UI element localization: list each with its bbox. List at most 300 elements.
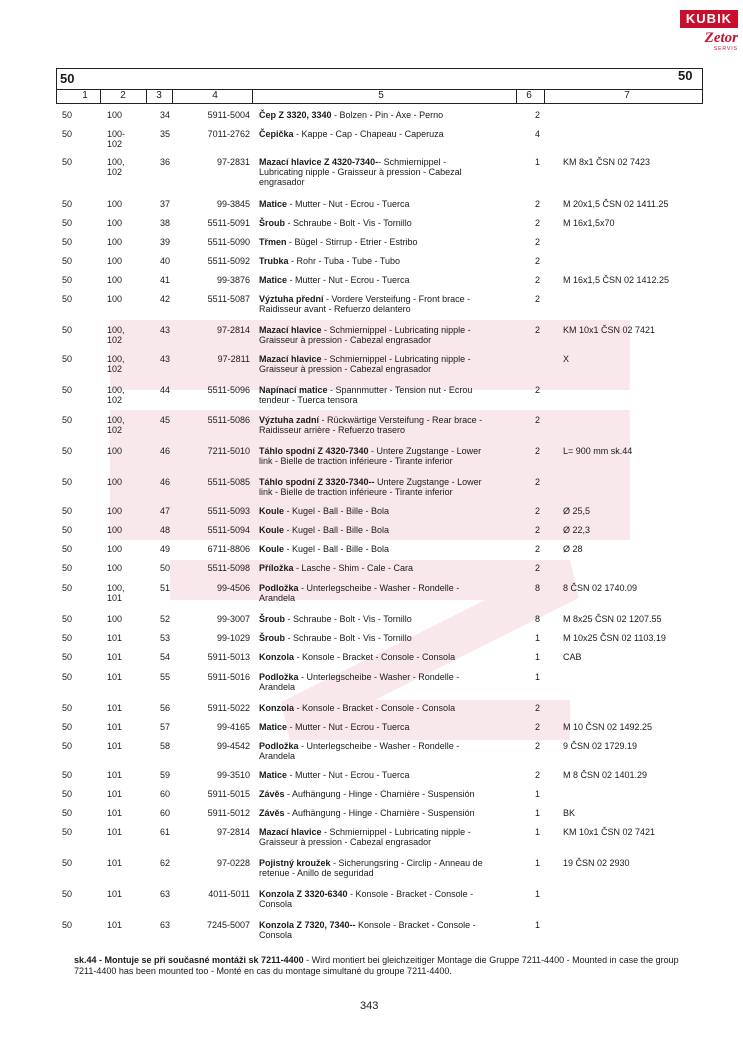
- cell-subgroup: 100, 102: [107, 415, 125, 435]
- cell-quantity: 1: [535, 889, 541, 899]
- cell-subgroup: 100: [107, 525, 123, 535]
- cell-quantity: 2: [535, 218, 541, 228]
- cell-group: 50: [62, 614, 73, 624]
- cell-position: 53: [160, 633, 171, 643]
- cell-group: 50: [62, 544, 73, 554]
- part-translations: - Schraube - Bolt - Vis - Tornillo: [285, 633, 412, 643]
- part-name: Konzola Z 7320, 7340--: [259, 920, 356, 930]
- cell-subgroup: 101: [107, 827, 123, 837]
- logo-brand: KUBIK: [680, 10, 738, 28]
- part-name: Podložka: [259, 583, 299, 593]
- cell-subgroup: 101: [107, 722, 123, 732]
- cell-group: 50: [62, 770, 73, 780]
- part-name: Šroub: [259, 633, 285, 643]
- cell-note: Ø 28: [563, 544, 583, 554]
- cell-group: 50: [62, 889, 73, 899]
- part-translations: - Mutter - Nut - Ecrou - Tuerca: [287, 199, 410, 209]
- cell-quantity: 8: [535, 614, 541, 624]
- cell-subgroup: 100: [107, 614, 123, 624]
- cell-subgroup: 101: [107, 920, 123, 930]
- cell-position: 54: [160, 652, 171, 662]
- part-translations: - Aufhängung - Hinge - Charnière - Suspensión: [284, 789, 475, 799]
- cell-part-number: 7011-2762: [207, 129, 250, 139]
- cell-quantity: 1: [535, 789, 541, 799]
- cell-subgroup: 100: [107, 199, 123, 209]
- cell-position: 63: [160, 889, 171, 899]
- cell-position: 51: [160, 583, 171, 593]
- cell-quantity: 1: [535, 652, 541, 662]
- part-translations: - Kappe - Cap - Chapeau - Caperuza: [293, 129, 444, 139]
- part-translations: - Vordere Versteifung - Front brace - Raidisseur avant - Refuerzo delantero: [259, 294, 471, 314]
- cell-quantity: 1: [535, 157, 541, 167]
- cell-quantity: 4: [535, 129, 541, 139]
- col-header-3: 3: [156, 90, 162, 101]
- cell-part-number: 97-2814: [216, 325, 250, 335]
- cell-group: 50: [62, 633, 73, 643]
- cell-description: [259, 294, 519, 314]
- cell-quantity: 1: [535, 858, 541, 868]
- cell-quantity: 2: [535, 563, 541, 573]
- cell-part-number: 5911-5004: [207, 110, 250, 120]
- cell-description: [259, 446, 519, 466]
- cell-description: [259, 614, 519, 624]
- cell-part-number: 7245-5007: [206, 920, 250, 930]
- part-name: Třmen: [259, 237, 287, 247]
- part-translations: - Rückwärtige Versteifung - Rear brace - Raidisseur arrière - Refuerzo trasero: [259, 415, 483, 435]
- part-name: Mazací hlavice: [259, 325, 322, 335]
- cell-subgroup: 100: [107, 563, 123, 573]
- cell-part-number: 97-0228: [216, 858, 250, 868]
- cell-description: [259, 544, 519, 554]
- col-divider: [516, 90, 517, 103]
- cell-note: BK: [563, 808, 576, 818]
- cell-group: 50: [62, 722, 73, 732]
- col-header-4: 4: [212, 90, 218, 101]
- cell-group: 50: [62, 563, 73, 573]
- cell-note: M 10 ČSN 02 1492.25: [563, 722, 653, 732]
- cell-position: 43: [160, 325, 171, 335]
- cell-subgroup: 100, 102: [107, 385, 125, 405]
- cell-subgroup: 100, 102: [107, 325, 125, 345]
- part-translations: - Aufhängung - Hinge - Charnière - Suspensión: [284, 808, 475, 818]
- cell-subgroup: 101: [107, 703, 123, 713]
- cell-description: [259, 525, 519, 535]
- kubik-zetor-logo: [680, 10, 738, 66]
- part-translations: Untere Zugstange - Lower link - Bielle de traction inférieure - Tirante inferior: [259, 477, 482, 497]
- cell-description: [259, 722, 519, 732]
- cell-group: 50: [62, 858, 73, 868]
- cell-part-number: 97-2814: [216, 827, 250, 837]
- cell-quantity: 2: [535, 415, 541, 425]
- cell-position: 52: [160, 614, 171, 624]
- part-name: Konzola: [259, 652, 294, 662]
- cell-quantity: 2: [535, 525, 541, 535]
- part-name: Koule: [259, 506, 285, 516]
- cell-subgroup: 101: [107, 633, 123, 643]
- footnote-text: - Wird montiert bei gleichzeitiger Montage die Gruppe 7211-4400 - Mounted in case the group 7211-4400 has been mounted too - Monté en cas du montage simultané du groupe 7211-4400.: [74, 955, 679, 976]
- part-name: Šroub: [259, 614, 285, 624]
- cell-description: [259, 506, 519, 516]
- cell-part-number: 4011-5011: [208, 889, 250, 899]
- cell-position: 46: [160, 477, 171, 487]
- part-translations: Konsole - Bracket - Console - Consola: [259, 920, 476, 940]
- cell-position: 43: [160, 354, 171, 364]
- cell-quantity: 2: [535, 770, 541, 780]
- cell-description: [259, 110, 519, 120]
- cell-position: 59: [160, 770, 171, 780]
- cell-part-number: 6711-8806: [207, 544, 250, 554]
- cell-description: [259, 325, 519, 345]
- cell-part-number: 99-3007: [216, 614, 250, 624]
- cell-part-number: 5511-5094: [207, 525, 250, 535]
- cell-group: 50: [62, 672, 73, 682]
- cell-position: 60: [160, 808, 171, 818]
- cell-position: 62: [160, 858, 171, 868]
- cell-part-number: 97-2811: [217, 354, 250, 364]
- cell-note: M 16x1,5x70: [563, 218, 615, 228]
- part-translations: - Schmiernippel - Lubricating nipple - Graisseur à pression - Cabezal engrasador: [259, 354, 471, 374]
- cell-part-number: 5511-5087: [207, 294, 250, 304]
- cell-description: [259, 477, 519, 497]
- cell-position: 56: [160, 703, 171, 713]
- cell-description: [259, 583, 519, 603]
- part-translations: - Schraube - Bolt - Vis - Tornillo: [285, 218, 412, 228]
- cell-group: 50: [62, 157, 73, 167]
- cell-group: 50: [62, 446, 73, 456]
- cell-subgroup: 101: [107, 652, 123, 662]
- cell-description: [259, 275, 519, 285]
- cell-quantity: 2: [535, 275, 541, 285]
- part-translations: - Schmiernippel - Lubricating nipple - Graisseur à pression - Cabezal engrasador: [259, 325, 471, 345]
- cell-part-number: 5911-5012: [207, 808, 250, 818]
- part-translations: - Konsole - Bracket - Console - Consola: [259, 889, 474, 909]
- cell-note: 9 ČSN 02 1729.19: [563, 741, 638, 751]
- part-translations: - Konsole - Bracket - Console - Consola: [294, 703, 456, 713]
- cell-subgroup: 100: [107, 544, 123, 554]
- cell-description: [259, 415, 519, 435]
- part-name: Koule: [259, 544, 285, 554]
- part-translations: - Bügel - Stirrup - Etrier - Estribo: [286, 237, 418, 247]
- page-number: 343: [360, 1000, 379, 1012]
- cell-group: 50: [62, 256, 73, 266]
- part-name: Výztuha přední: [259, 294, 324, 304]
- cell-note: 19 ČSN 02 2930: [563, 858, 630, 868]
- cell-quantity: 2: [535, 237, 541, 247]
- cell-group: 50: [62, 583, 73, 593]
- cell-part-number: 97-2831: [216, 157, 250, 167]
- cell-description: [259, 199, 519, 209]
- col-divider: [100, 90, 101, 103]
- cell-description: [259, 256, 519, 266]
- cell-group: 50: [62, 129, 73, 139]
- cell-part-number: 99-4506: [216, 583, 250, 593]
- cell-part-number: 99-4542: [216, 741, 250, 751]
- cell-note: M 16x1,5 ČSN 02 1412.25: [563, 275, 670, 285]
- cell-part-number: 99-3876: [216, 275, 250, 285]
- part-name: Závěs: [259, 789, 285, 799]
- cell-group: 50: [62, 808, 73, 818]
- part-translations: - Unterlegscheibe - Washer - Rondelle - Arandela: [259, 583, 460, 603]
- cell-description: [259, 858, 519, 878]
- part-name: Příložka: [259, 563, 294, 573]
- cell-quantity: 2: [535, 325, 541, 335]
- cell-quantity: 1: [535, 827, 541, 837]
- cell-position: 48: [160, 525, 171, 535]
- cell-note: M 8 ČSN 02 1401.29: [563, 770, 648, 780]
- part-name: Táhlo spodní Z 3320-7340--: [259, 477, 375, 487]
- cell-subgroup: 100: [107, 477, 123, 487]
- part-name: Podložka: [259, 741, 299, 751]
- part-name: Matice: [259, 770, 288, 780]
- cell-quantity: 2: [535, 741, 541, 751]
- cell-quantity: 1: [535, 633, 541, 643]
- column-header-row: [56, 89, 703, 103]
- cell-quantity: 2: [535, 446, 541, 456]
- cell-position: 38: [160, 218, 171, 228]
- logo-sub: SERVIS: [713, 46, 738, 52]
- part-translations: - Unterlegscheibe - Washer - Rondelle - Arandela: [259, 672, 460, 692]
- cell-position: 49: [160, 544, 171, 554]
- cell-position: 34: [160, 110, 171, 120]
- cell-group: 50: [62, 110, 73, 120]
- cell-quantity: 2: [535, 199, 541, 209]
- cell-group: 50: [62, 385, 73, 395]
- cell-subgroup: 101: [107, 858, 123, 868]
- part-translations: - Mutter - Nut - Ecrou - Tuerca: [287, 722, 410, 732]
- cell-group: 50: [62, 218, 73, 228]
- part-name: Trubka: [259, 256, 289, 266]
- cell-subgroup: 100, 102: [107, 354, 125, 374]
- cell-position: 57: [160, 722, 171, 732]
- part-translations: - Spannmutter - Tension nut - Ecrou tendeur - Tuerca tensora: [259, 385, 473, 405]
- col-header-7: 7: [624, 90, 630, 101]
- cell-position: 36: [160, 157, 171, 167]
- cell-subgroup: 100: [107, 446, 123, 456]
- part-name: Mazací hlavice: [259, 354, 322, 364]
- cell-group: 50: [62, 525, 73, 535]
- part-translations: - Lasche - Shim - Cale - Cara: [293, 563, 414, 573]
- cell-quantity: 2: [535, 110, 541, 120]
- cell-position: 55: [160, 672, 171, 682]
- col-divider: [172, 90, 173, 103]
- cell-group: 50: [62, 477, 73, 487]
- cell-group: 50: [62, 652, 73, 662]
- col-divider: [544, 90, 545, 103]
- cell-subgroup: 100: [107, 110, 123, 120]
- part-name: Podložka: [259, 672, 299, 682]
- cell-part-number: 99-4165: [216, 722, 250, 732]
- cell-quantity: 1: [535, 808, 541, 818]
- part-translations: - Kugel - Ball - Bille - Bola: [284, 506, 390, 516]
- cell-description: [259, 770, 519, 780]
- cell-note: CAB: [563, 652, 582, 662]
- cell-part-number: 5911-5015: [207, 789, 250, 799]
- part-translations: - Mutter - Nut - Ecrou - Tuerca: [287, 275, 410, 285]
- cell-part-number: 5511-5098: [207, 563, 250, 573]
- cell-part-number: 5511-5086: [207, 415, 250, 425]
- part-name: Pojistný kroužek: [259, 858, 331, 868]
- cell-description: [259, 385, 519, 405]
- cell-group: 50: [62, 415, 73, 425]
- cell-description: [259, 237, 519, 247]
- cell-subgroup: 101: [107, 889, 123, 899]
- cell-quantity: 8: [535, 583, 541, 593]
- cell-subgroup: 100: [107, 275, 123, 285]
- part-name: Závěs: [259, 808, 285, 818]
- cell-note: X: [563, 354, 570, 364]
- cell-note: 8 ČSN 02 1740.09: [563, 583, 638, 593]
- cell-group: 50: [62, 506, 73, 516]
- part-translations: - Rohr - Tuba - Tube - Tubo: [288, 256, 401, 266]
- cell-description: [259, 827, 519, 847]
- cell-position: 58: [160, 741, 171, 751]
- cell-position: 37: [160, 199, 171, 209]
- col-header-5: 5: [378, 90, 384, 101]
- cell-position: 39: [160, 237, 171, 247]
- cell-position: 45: [160, 415, 171, 425]
- cell-quantity: 1: [535, 920, 541, 930]
- cell-group: 50: [62, 294, 73, 304]
- cell-subgroup: 100: [107, 506, 123, 516]
- cell-part-number: 5511-5092: [207, 256, 250, 266]
- cell-description: [259, 354, 519, 374]
- cell-subgroup: 100, 101: [107, 583, 125, 603]
- cell-part-number: 5511-5096: [207, 385, 250, 395]
- cell-description: [259, 157, 519, 187]
- cell-quantity: 2: [535, 385, 541, 395]
- cell-description: [259, 563, 519, 573]
- cell-subgroup: 101: [107, 672, 123, 682]
- cell-part-number: 5911-5013: [207, 652, 250, 662]
- cell-subgroup: 101: [107, 808, 123, 818]
- col-header-1: 1: [82, 90, 88, 101]
- cell-quantity: 2: [535, 703, 541, 713]
- footnote: [74, 955, 684, 977]
- cell-part-number: 5511-5091: [207, 218, 250, 228]
- part-translations: - Schraube - Bolt - Vis - Tornillo: [285, 614, 412, 624]
- footnote-bold: sk.44 - Montuje se při současné montáži sk 7211-4400: [74, 955, 304, 965]
- part-translations: - Mutter - Nut - Ecrou - Tuerca: [287, 770, 410, 780]
- cell-part-number: 7211-5010: [207, 446, 250, 456]
- cell-position: 40: [160, 256, 171, 266]
- part-translations: - Schmiernippel - Lubricating nipple - Graisseur à pression - Cabezal engrasador: [259, 827, 471, 847]
- section-number-left: 50: [60, 71, 75, 86]
- cell-description: [259, 808, 519, 818]
- part-translations: - Konsole - Bracket - Console - Consola: [294, 652, 456, 662]
- section-number-right: 50: [678, 68, 693, 83]
- cell-group: 50: [62, 789, 73, 799]
- part-name: Výztuha zadní: [259, 415, 320, 425]
- cell-description: [259, 129, 519, 139]
- cell-quantity: 2: [535, 506, 541, 516]
- part-name: Matice: [259, 722, 288, 732]
- part-name: Napínací matice: [259, 385, 328, 395]
- cell-position: 61: [160, 827, 171, 837]
- cell-part-number: 5511-5090: [207, 237, 250, 247]
- cell-description: [259, 741, 519, 761]
- cell-group: 50: [62, 920, 73, 930]
- part-name: Konzola Z 3320-6340: [259, 889, 348, 899]
- cell-quantity: 2: [535, 722, 541, 732]
- part-translations: - Sicherungsring - Circlip - Anneau de retenue - Anillo de seguridad: [259, 858, 483, 878]
- cell-description: [259, 652, 519, 662]
- cell-part-number: 5511-5085: [207, 477, 250, 487]
- part-name: Čep Z 3320, 3340: [259, 110, 332, 120]
- cell-part-number: 5911-5016: [207, 672, 250, 682]
- part-translations: - Untere Zugstange - Lower link - Bielle de traction inférieure - Tirante inferior: [259, 446, 482, 466]
- cell-description: [259, 920, 519, 940]
- cell-description: [259, 789, 519, 799]
- cell-note: KM 10x1 ČSN 02 7421: [563, 325, 656, 335]
- cell-subgroup: 100: [107, 256, 123, 266]
- cell-position: 41: [160, 275, 171, 285]
- cell-group: 50: [62, 354, 73, 364]
- cell-group: 50: [62, 827, 73, 837]
- cell-subgroup: 100: [107, 294, 123, 304]
- cell-position: 42: [160, 294, 171, 304]
- cell-quantity: 2: [535, 294, 541, 304]
- cell-part-number: 99-3510: [216, 770, 250, 780]
- cell-group: 50: [62, 703, 73, 713]
- cell-subgroup: 100- 102: [107, 129, 126, 149]
- cell-part-number: 5511-5093: [207, 506, 250, 516]
- cell-note: L= 900 mm sk.44: [563, 446, 633, 456]
- cell-note: KM 8x1 ČSN 02 7423: [563, 157, 651, 167]
- cell-note: KM 10x1 ČSN 02 7421: [563, 827, 656, 837]
- part-translations: - Bolzen - Pin - Axe - Perno: [331, 110, 444, 120]
- cell-position: 63: [160, 920, 171, 930]
- cell-subgroup: 100: [107, 218, 123, 228]
- cell-part-number: 5911-5022: [207, 703, 250, 713]
- cell-subgroup: 100: [107, 237, 123, 247]
- cell-position: 46: [160, 446, 171, 456]
- cell-description: [259, 633, 519, 643]
- cell-position: 50: [160, 563, 171, 573]
- col-header-2: 2: [120, 90, 126, 101]
- cell-position: 35: [160, 129, 171, 139]
- cell-description: [259, 703, 519, 713]
- part-name: Šroub: [259, 218, 285, 228]
- cell-group: 50: [62, 741, 73, 751]
- col-divider: [146, 90, 147, 103]
- cell-part-number: 99-3845: [216, 199, 250, 209]
- cell-description: [259, 672, 519, 692]
- part-translations: - Schmiernippel - Lubricating nipple - Graisseur à pression - Cabezal engrasador: [259, 157, 462, 187]
- cell-group: 50: [62, 237, 73, 247]
- part-name: Čepička: [259, 129, 294, 139]
- cell-position: 60: [160, 789, 171, 799]
- cell-part-number: 99-1029: [216, 633, 250, 643]
- cell-quantity: 2: [535, 544, 541, 554]
- cell-subgroup: 101: [107, 770, 123, 780]
- cell-note: Ø 22,3: [563, 525, 591, 535]
- part-name: Konzola: [259, 703, 294, 713]
- part-translations: - Kugel - Ball - Bille - Bola: [284, 544, 390, 554]
- cell-description: [259, 889, 519, 909]
- cell-note: M 10x25 ČSN 02 1103.19: [563, 633, 666, 643]
- logo-make: Zetor: [704, 30, 738, 46]
- part-name: Matice: [259, 199, 288, 209]
- cell-quantity: 2: [535, 256, 541, 266]
- col-header-6: 6: [526, 90, 532, 101]
- cell-subgroup: 100, 102: [107, 157, 125, 177]
- cell-position: 47: [160, 506, 171, 516]
- cell-note: Ø 25,5: [563, 506, 591, 516]
- part-name: Mazací hlavice Z 4320-7340-: [259, 157, 379, 167]
- part-translations: - Kugel - Ball - Bille - Bola: [284, 525, 390, 535]
- part-name: Matice: [259, 275, 288, 285]
- cell-group: 50: [62, 325, 73, 335]
